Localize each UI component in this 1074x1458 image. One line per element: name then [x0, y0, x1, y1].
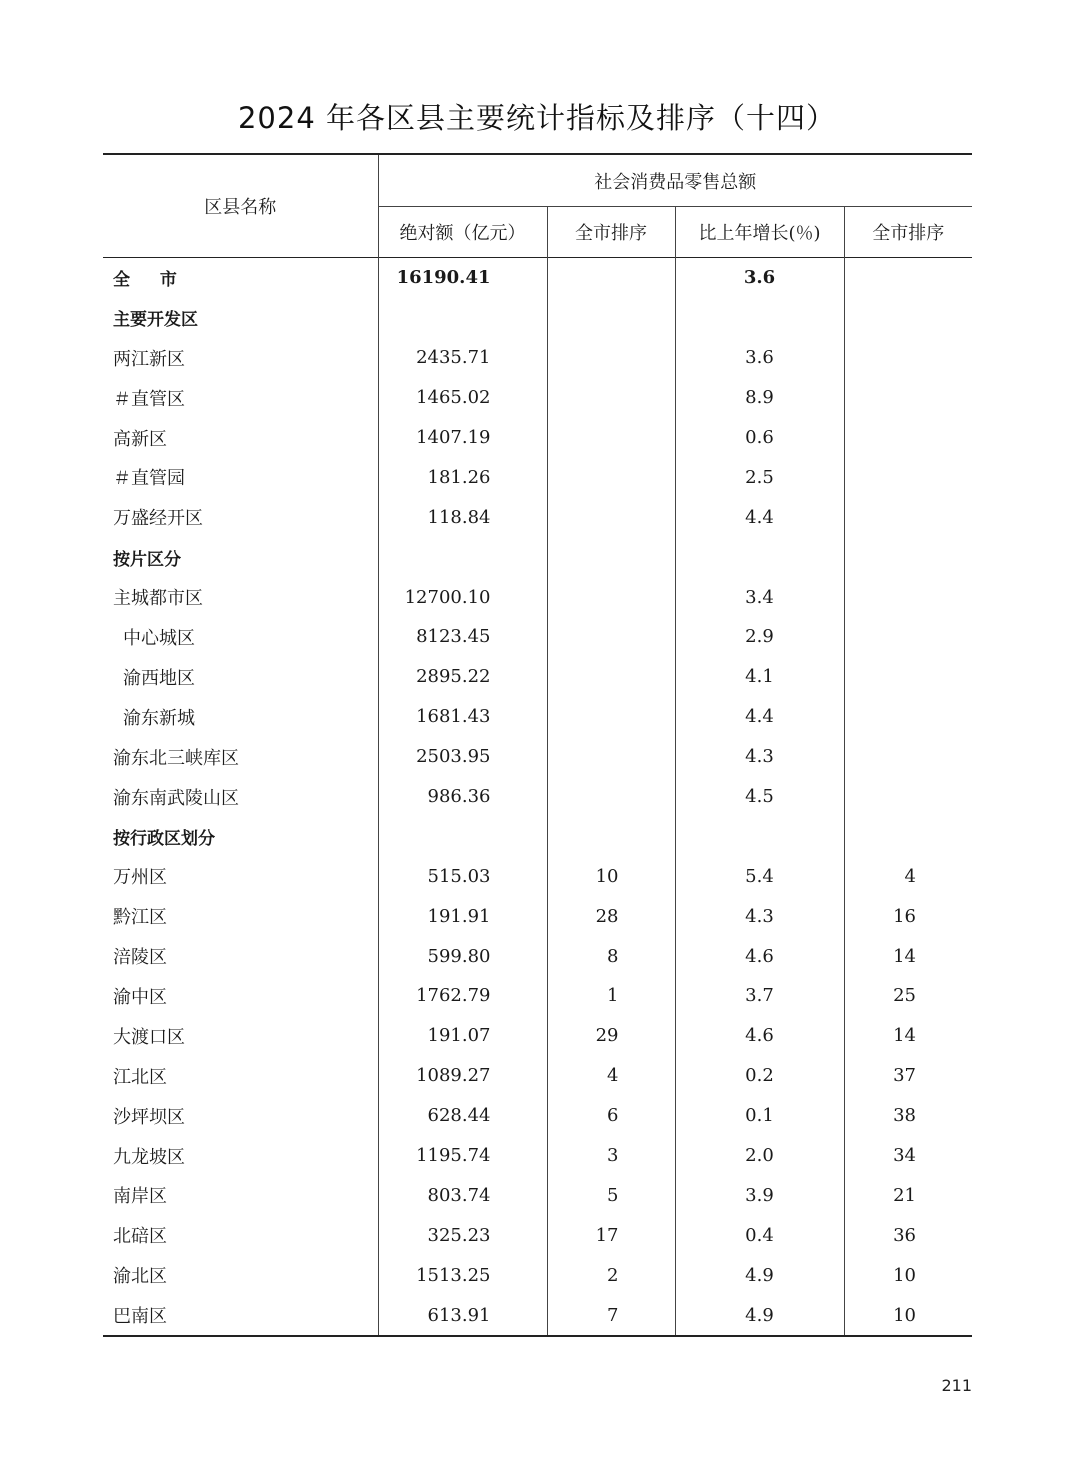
- table-row: [103, 418, 972, 458]
- amount-cell: 8123.45: [378, 617, 547, 657]
- district-name-cell: 高新区: [103, 418, 378, 458]
- table-row: [103, 976, 972, 1016]
- district-name-cell: 全 市: [103, 258, 378, 298]
- table-row: [103, 497, 972, 537]
- amount-cell: 16190.41: [378, 258, 547, 298]
- amount-rank-cell: 1: [547, 976, 675, 1016]
- district-name-cell: 按行政区划分: [103, 816, 378, 856]
- district-name-cell: 主城都市区: [103, 577, 378, 617]
- growth-cell: 3.6: [675, 338, 844, 378]
- growth-rank-cell: [844, 338, 972, 378]
- growth-cell: [675, 816, 844, 856]
- district-name-cell: 两江新区: [103, 338, 378, 378]
- amount-rank-cell: [547, 338, 675, 378]
- table-row-category: [103, 298, 972, 338]
- amount-cell: 12700.10: [378, 577, 547, 617]
- table-row: [103, 777, 972, 817]
- table-row: [103, 896, 972, 936]
- district-name-cell: 江北区: [103, 1056, 378, 1096]
- table-row: [103, 856, 972, 896]
- amount-rank-cell: 3: [547, 1136, 675, 1176]
- amount-cell: 599.80: [378, 936, 547, 976]
- growth-cell: 0.4: [675, 1215, 844, 1255]
- growth-cell: 2.9: [675, 617, 844, 657]
- district-name-cell: 北碚区: [103, 1215, 378, 1255]
- growth-rank-cell: 10: [893, 1304, 916, 1326]
- table-row: [103, 1136, 972, 1176]
- table-row: [103, 617, 972, 657]
- district-name-cell: 渝中区: [103, 976, 378, 1016]
- amount-cell: [378, 537, 547, 577]
- growth-rank-cell: [844, 697, 972, 737]
- growth-cell: 3.4: [675, 577, 844, 617]
- table-row: [103, 1215, 972, 1255]
- table-row: [103, 1096, 972, 1136]
- amount-rank-cell: [547, 497, 675, 537]
- growth-cell: 2.0: [675, 1136, 844, 1176]
- amount-cell: 1762.79: [378, 976, 547, 1016]
- growth-cell: 4.6: [675, 1016, 844, 1056]
- amount-cell: 2435.71: [378, 338, 547, 378]
- amount-rank-cell: 4: [547, 1056, 675, 1096]
- growth-rank-cell: 37: [893, 1065, 916, 1087]
- amount-rank-cell: 7: [547, 1295, 675, 1336]
- amount-rank-cell: [547, 737, 675, 777]
- growth-cell: 4.4: [675, 497, 844, 537]
- district-name-cell: 万盛经开区: [103, 497, 378, 537]
- district-name-cell: 主要开发区: [103, 298, 378, 338]
- growth-cell: [675, 298, 844, 338]
- header-amount-rank: 全市排序: [547, 207, 675, 258]
- amount-cell: [378, 816, 547, 856]
- amount-rank-cell: [547, 378, 675, 418]
- amount-rank-cell: 6: [547, 1096, 675, 1136]
- table-row-category: [103, 537, 972, 577]
- amount-cell: 1089.27: [378, 1056, 547, 1096]
- amount-rank-cell: [547, 457, 675, 497]
- table-row: [103, 737, 972, 777]
- growth-cell: 4.9: [675, 1295, 844, 1336]
- table-row: [103, 1175, 972, 1215]
- amount-cell: 628.44: [378, 1096, 547, 1136]
- amount-rank-cell: [547, 777, 675, 817]
- table-row-total: [103, 258, 972, 298]
- district-name-cell: 涪陵区: [103, 936, 378, 976]
- amount-cell: 803.74: [378, 1175, 547, 1215]
- growth-rank-cell: 10: [893, 1264, 916, 1286]
- growth-cell: 5.4: [675, 856, 844, 896]
- header-absolute-amount: 绝对额（亿元）: [378, 207, 547, 258]
- amount-cell: 1407.19: [378, 418, 547, 458]
- district-name-cell: 九龙坡区: [103, 1136, 378, 1176]
- growth-rank-cell: [844, 258, 972, 298]
- table-row: [103, 338, 972, 378]
- district-name-cell: 巴南区: [103, 1295, 378, 1336]
- table-row: [103, 697, 972, 737]
- growth-rank-cell: 14: [893, 945, 916, 967]
- amount-rank-cell: 5: [547, 1175, 675, 1215]
- amount-cell: 613.91: [378, 1295, 547, 1336]
- amount-rank-cell: [547, 537, 675, 577]
- growth-rank-cell: 34: [893, 1145, 916, 1167]
- table-header: [103, 154, 972, 258]
- amount-cell: 986.36: [378, 777, 547, 817]
- growth-cell: 2.5: [675, 457, 844, 497]
- table-body: [103, 258, 972, 1337]
- growth-cell: 3.9: [675, 1175, 844, 1215]
- table-row: [103, 657, 972, 697]
- district-name-cell: 渝东新城: [103, 697, 378, 737]
- header-district-name: 区县名称: [103, 154, 378, 258]
- district-name-cell: 渝北区: [103, 1255, 378, 1295]
- amount-rank-cell: [547, 298, 675, 338]
- growth-cell: 4.1: [675, 657, 844, 697]
- amount-cell: 191.07: [378, 1016, 547, 1056]
- district-name-cell: ＃直管区: [103, 378, 378, 418]
- amount-rank-cell: [547, 697, 675, 737]
- growth-cell: 4.3: [675, 896, 844, 936]
- growth-cell: 3.6: [675, 258, 844, 298]
- growth-rank-cell: 4: [904, 865, 916, 887]
- district-name-cell: 渝西地区: [103, 657, 378, 697]
- district-name-cell: 黔江区: [103, 896, 378, 936]
- table-row: [103, 457, 972, 497]
- amount-cell: 515.03: [378, 856, 547, 896]
- amount-cell: 1681.43: [378, 697, 547, 737]
- statistics-table: [103, 153, 972, 1337]
- amount-cell: 1195.74: [378, 1136, 547, 1176]
- header-retail-sales-group: 社会消费品零售总额: [378, 154, 972, 207]
- growth-cell: 3.7: [675, 976, 844, 1016]
- growth-rank-cell: [844, 577, 972, 617]
- table-row: [103, 936, 972, 976]
- growth-rank-cell: [844, 537, 972, 577]
- table-row: [103, 1056, 972, 1096]
- page-title: 2024 年各区县主要统计指标及排序（十四）: [237, 101, 837, 135]
- growth-rank-cell: [844, 617, 972, 657]
- amount-rank-cell: [547, 258, 675, 298]
- amount-rank-cell: 28: [547, 896, 675, 936]
- growth-rank-cell: 36: [893, 1224, 916, 1246]
- growth-rank-cell: [844, 737, 972, 777]
- growth-rank-cell: 16: [893, 905, 916, 927]
- district-name-cell: ＃直管园: [103, 457, 378, 497]
- growth-rank-cell: [844, 657, 972, 697]
- amount-cell: 191.91: [378, 896, 547, 936]
- growth-rank-cell: [844, 457, 972, 497]
- table-row-category: [103, 816, 972, 856]
- page-number: 211: [941, 1376, 972, 1395]
- table-row: [103, 1255, 972, 1295]
- growth-rank-cell: [844, 497, 972, 537]
- amount-rank-cell: [547, 816, 675, 856]
- growth-cell: 4.5: [675, 777, 844, 817]
- amount-rank-cell: 10: [547, 856, 675, 896]
- amount-rank-cell: 17: [547, 1215, 675, 1255]
- district-name-cell: 南岸区: [103, 1175, 378, 1215]
- district-name-cell: 万州区: [103, 856, 378, 896]
- growth-cell: 0.2: [675, 1056, 844, 1096]
- district-name-cell: 渝东北三峡库区: [103, 737, 378, 777]
- amount-cell: 181.26: [378, 457, 547, 497]
- growth-rank-cell: 25: [893, 985, 916, 1007]
- growth-rank-cell: [844, 777, 972, 817]
- growth-cell: 4.9: [675, 1255, 844, 1295]
- amount-rank-cell: 8: [547, 936, 675, 976]
- table-row: [103, 378, 972, 418]
- amount-rank-cell: 29: [547, 1016, 675, 1056]
- amount-rank-cell: [547, 617, 675, 657]
- growth-rank-cell: 38: [893, 1105, 916, 1127]
- growth-rank-cell: 14: [893, 1025, 916, 1047]
- growth-rank-cell: [844, 418, 972, 458]
- growth-rank-cell: [844, 298, 972, 338]
- district-name-cell: 按片区分: [103, 537, 378, 577]
- growth-cell: 4.6: [675, 936, 844, 976]
- amount-cell: 2503.95: [378, 737, 547, 777]
- growth-rank-cell: 21: [893, 1184, 916, 1206]
- growth-cell: 4.3: [675, 737, 844, 777]
- district-name-cell: 大渡口区: [103, 1016, 378, 1056]
- amount-rank-cell: 2: [547, 1255, 675, 1295]
- growth-rank-cell: [844, 378, 972, 418]
- district-name-cell: 中心城区: [103, 617, 378, 657]
- amount-cell: 118.84: [378, 497, 547, 537]
- growth-cell: 0.1: [675, 1096, 844, 1136]
- amount-cell: 2895.22: [378, 657, 547, 697]
- district-name-cell: 渝东南武陵山区: [103, 777, 378, 817]
- growth-cell: 8.9: [675, 378, 844, 418]
- amount-cell: [378, 298, 547, 338]
- amount-cell: 1513.25: [378, 1255, 547, 1295]
- amount-cell: 1465.02: [378, 378, 547, 418]
- amount-rank-cell: [547, 657, 675, 697]
- table-row: [103, 1016, 972, 1056]
- table-row: [103, 577, 972, 617]
- growth-cell: [675, 537, 844, 577]
- amount-rank-cell: [547, 577, 675, 617]
- amount-rank-cell: [547, 418, 675, 458]
- amount-cell: 325.23: [378, 1215, 547, 1255]
- district-name-cell: 沙坪坝区: [103, 1096, 378, 1136]
- header-growth-rank: 全市排序: [872, 223, 945, 244]
- header-growth-rate: 比上年增长(％): [675, 207, 844, 258]
- table-row: [103, 1295, 972, 1336]
- growth-rank-cell: [844, 816, 972, 856]
- growth-cell: 0.6: [675, 418, 844, 458]
- growth-cell: 4.4: [675, 697, 844, 737]
